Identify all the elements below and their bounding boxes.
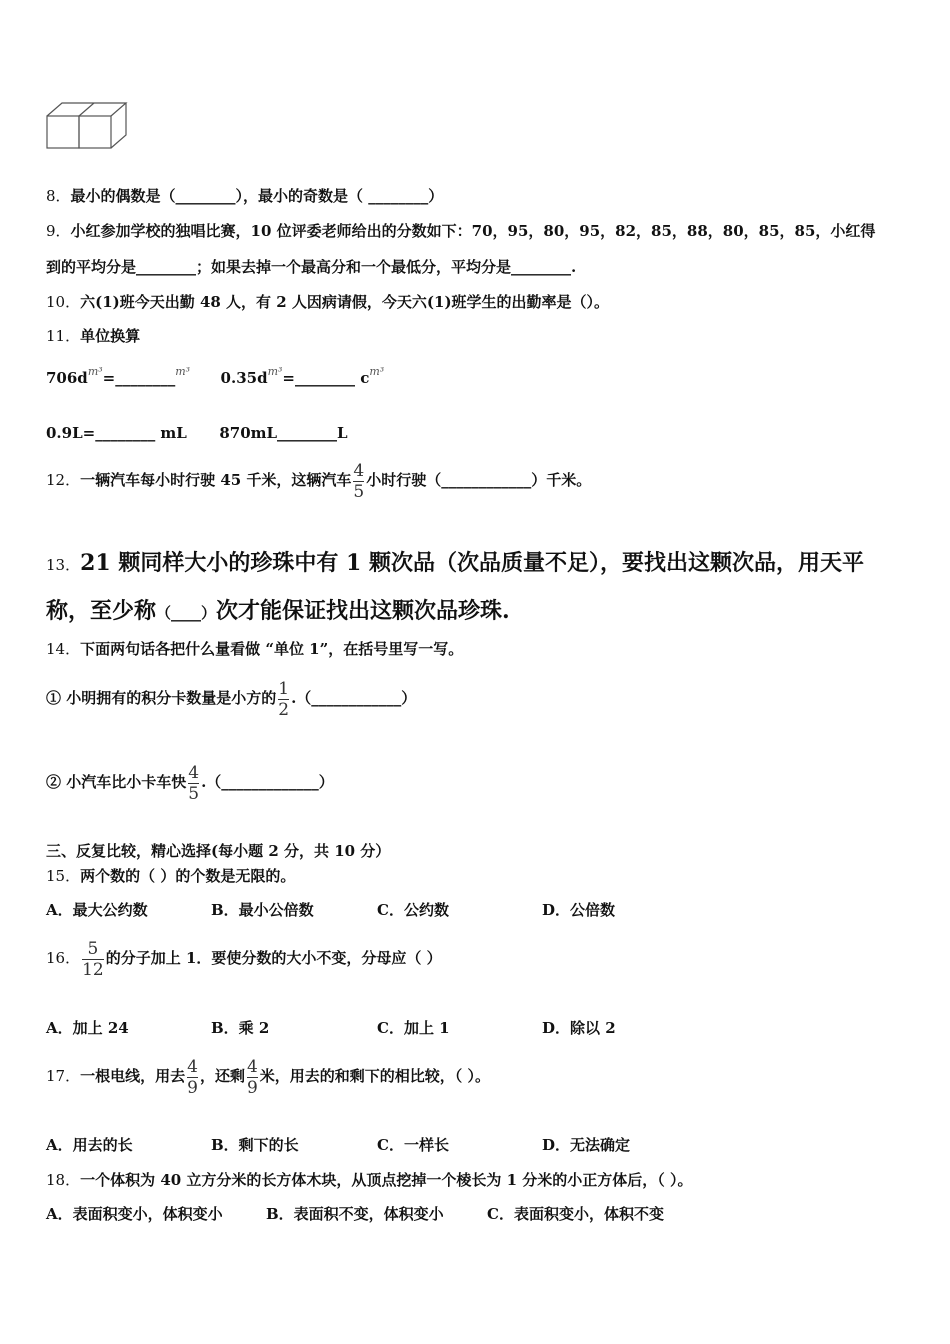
question-number: 18． — [46, 1171, 81, 1189]
cubic-meter-symbol: m³ — [87, 365, 103, 378]
option-c[interactable]: C．公约数 — [377, 901, 449, 919]
question-text: 单位换算 — [80, 327, 141, 345]
option-b[interactable]: B．表面积不变，体积变小 — [266, 1205, 444, 1223]
question-11 — [46, 326, 140, 346]
option-a[interactable]: A．表面积变小，体积变小 — [46, 1205, 223, 1223]
answer-blank: .（____________） — [291, 689, 417, 707]
option-a[interactable]: A．最大公约数 — [46, 901, 148, 919]
fraction — [247, 1057, 258, 1098]
question-14 — [46, 639, 463, 659]
question-text: 一辆汽车每小时行驶 45 千米，这辆汽车 — [80, 471, 352, 489]
cubic-meter-symbol: m³ — [267, 365, 283, 378]
conversion-a-blank: =________ — [102, 369, 176, 387]
answer-blank: （____） — [156, 604, 217, 622]
option-b[interactable]: B．乘 2 — [211, 1019, 270, 1037]
question-10 — [46, 292, 609, 312]
question-text: 21 颗同样大小的珍珠中有 1 颗次品（次品质量不足），要找出这颗次品，用天平 — [80, 550, 864, 576]
option-c[interactable]: C．加上 1 — [377, 1019, 450, 1037]
fraction-denominator: 5 — [353, 481, 365, 502]
question-12 — [46, 458, 591, 502]
cubic-meter-symbol: m³ — [369, 365, 385, 378]
fraction-numerator: 1 — [278, 678, 290, 699]
question-9 — [46, 221, 875, 241]
question-14-sentence-2 — [46, 760, 334, 804]
conversion-a-value: 706d — [46, 369, 88, 387]
fraction-numerator: 4 — [187, 1056, 198, 1077]
option-d[interactable]: D．公倍数 — [542, 901, 616, 919]
question-text: 的分子加上 1．要使分数的大小不变，分母应（ ） — [105, 949, 442, 967]
sentence-text: ② 小汽车比小卡车快 — [46, 773, 187, 791]
question-16 — [46, 936, 442, 980]
question-text: 称，至少称 — [46, 598, 157, 624]
option-b[interactable]: B．最小公倍数 — [211, 901, 314, 919]
question-text: 小时行驶（____________）千米。 — [366, 471, 592, 489]
fraction-numerator: 5 — [87, 938, 99, 959]
question-number: 8． — [46, 187, 71, 205]
fraction — [187, 1057, 198, 1098]
question-text: 六(1)班今天出勤 48 人，有 2 人因病请假，今天六(1)班学生的出勤率是（）。 — [80, 293, 610, 311]
answer-blank: .（_____________） — [201, 773, 334, 791]
question-text: 两个数的（ ）的个数是无限的。 — [80, 867, 296, 885]
question-number: 15． — [46, 867, 81, 885]
conversion-b-value: 0.35d — [220, 369, 268, 387]
question-number: 11． — [46, 327, 81, 345]
question-17 — [46, 1054, 490, 1098]
question-8 — [46, 186, 443, 206]
question-text: 次才能保证找出这颗次品珍珠. — [216, 598, 510, 624]
option-c[interactable]: C．一样长 — [377, 1136, 449, 1154]
fraction-denominator: 5 — [188, 783, 200, 804]
option-d[interactable]: D．除以 2 — [542, 1019, 616, 1037]
cubic-meter-symbol: m³ — [175, 365, 191, 378]
question-number: 14． — [46, 640, 81, 658]
unit-conversion-row-2 — [46, 423, 348, 443]
question-9-line2: 到的平均分是________；如果去掉一个最高分和一个最低分，平均分是________. — [46, 258, 577, 276]
fraction — [82, 939, 104, 980]
option-b[interactable]: B．剩下的长 — [211, 1136, 299, 1154]
question-text: 一根电线，用去 — [80, 1067, 186, 1085]
option-a[interactable]: A．加上 24 — [46, 1019, 129, 1037]
conversion-b-blank: =________ c — [282, 369, 370, 387]
question-number: 16． — [46, 949, 81, 967]
question-13 — [46, 548, 864, 580]
option-d[interactable]: D．无法确定 — [542, 1136, 631, 1154]
question-text: ，还剩 — [199, 1067, 245, 1085]
fraction-denominator: 2 — [278, 699, 290, 720]
question-number: 10． — [46, 293, 81, 311]
question-15 — [46, 866, 295, 886]
section-heading: 三、反复比较，精心选择(每小题 2 分，共 10 分） — [46, 842, 391, 860]
fraction — [353, 461, 364, 502]
fraction — [278, 679, 289, 720]
question-13-line2 — [46, 596, 510, 628]
question-number: 9． — [46, 222, 71, 240]
fraction — [188, 763, 199, 804]
question-text: 小红参加学校的独唱比赛，10 位评委老师给出的分数如下：70，95，80，95，82，85，88，80，85，85，小红得 — [70, 222, 876, 240]
fraction-denominator: 9 — [246, 1077, 258, 1098]
sentence-text: ① 小明拥有的积分卡数量是小方的 — [46, 689, 277, 707]
question-text: 最小的偶数是（________），最小的奇数是（ ________） — [70, 187, 444, 205]
question-18 — [46, 1170, 693, 1190]
fraction-numerator: 4 — [246, 1056, 258, 1077]
conversion-c: 0.9L=________ mL — [46, 424, 187, 442]
question-number: 13． — [46, 556, 81, 574]
option-c[interactable]: C．表面积变小，体积不变 — [487, 1205, 664, 1223]
question-text: 一个体积为 40 立方分米的长方体木块，从顶点挖掉一个棱长为 1 分米的小正方体后，（ ）。 — [80, 1171, 693, 1189]
question-number: 17． — [46, 1067, 81, 1085]
fraction-denominator: 9 — [187, 1077, 198, 1098]
question-number: 12． — [46, 471, 81, 489]
question-text: 米，用去的和剩下的相比较，（ ）。 — [259, 1067, 491, 1085]
question-text: 下面两句话各把什么量看做 “单位 1”，在括号里写一写。 — [80, 640, 464, 658]
conversion-d: 870mL________L — [219, 424, 348, 442]
fraction-numerator: 4 — [353, 460, 365, 481]
question-14-sentence-1 — [46, 676, 416, 720]
cuboid-figure — [44, 100, 134, 152]
fraction-denominator: 12 — [82, 959, 104, 980]
unit-conversion-row-1 — [46, 365, 385, 390]
fraction-numerator: 4 — [188, 762, 200, 783]
option-a[interactable]: A．用去的长 — [46, 1136, 133, 1154]
